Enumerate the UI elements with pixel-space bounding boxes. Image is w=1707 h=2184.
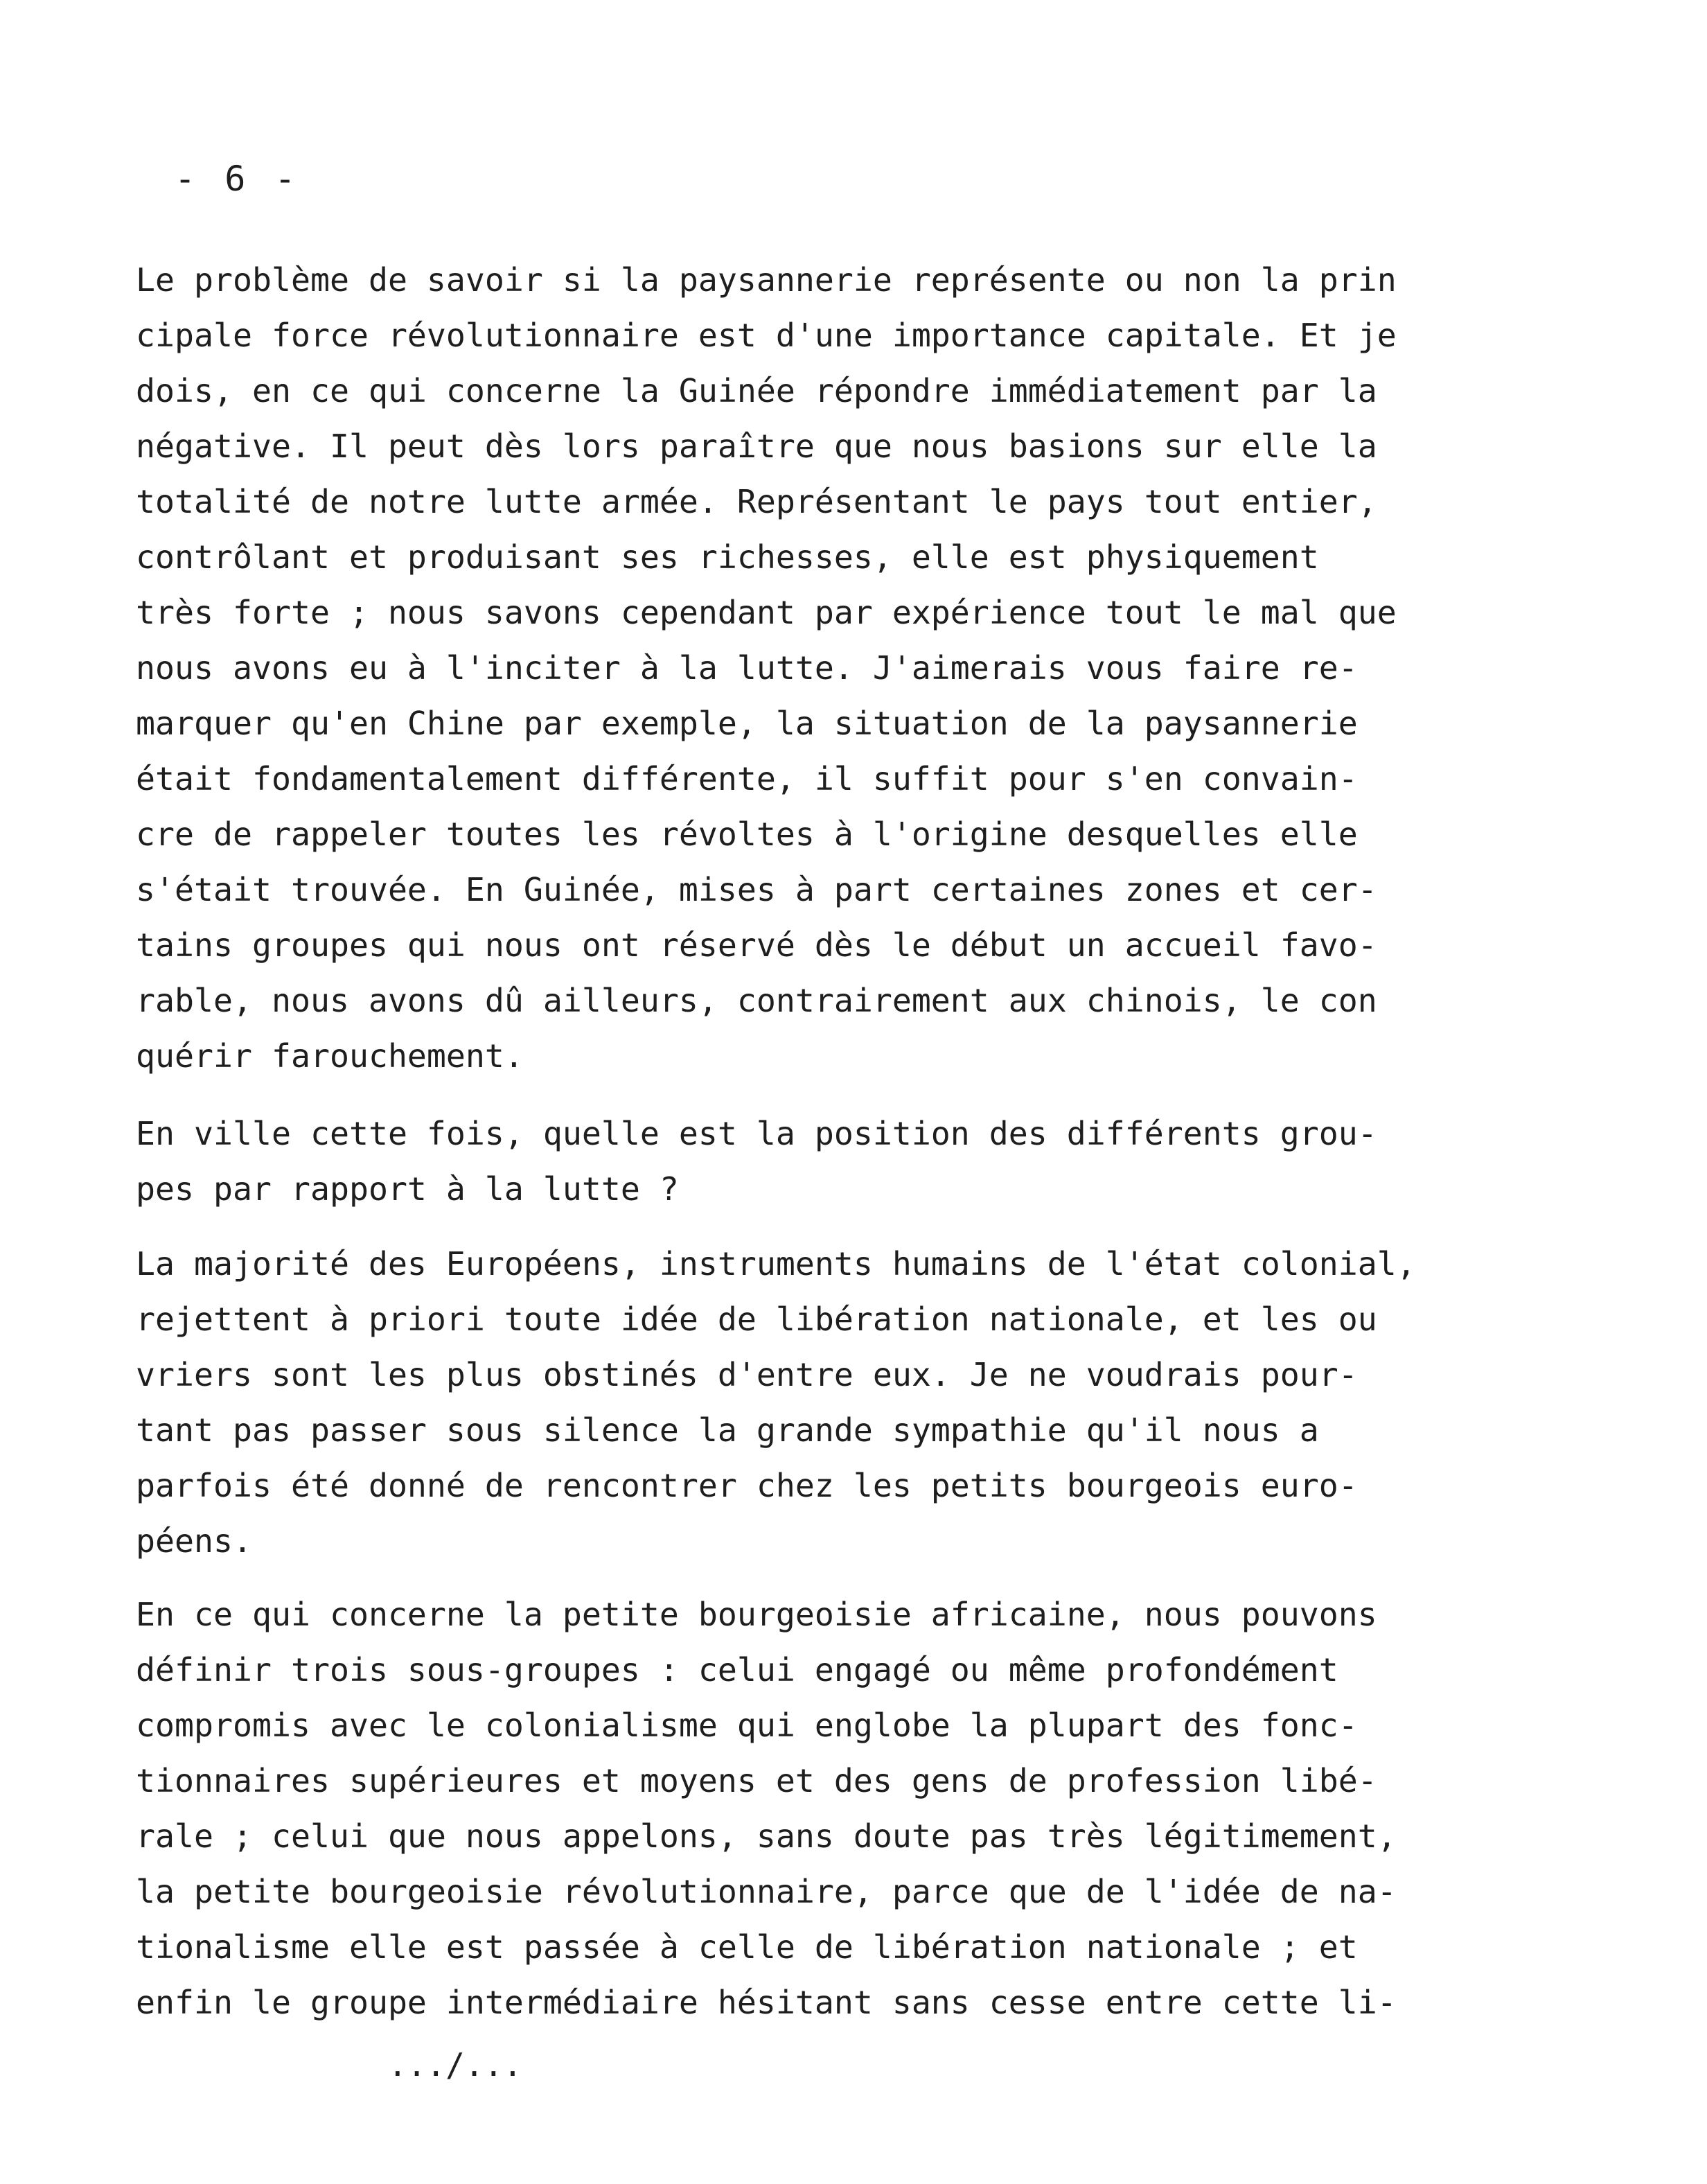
text-line: vriers sont les plus obstinés d'entre eux. Je ne voudrais pour- [136,1356,1358,1393]
text-line: la petite bourgeoisie révolutionnaire, parce que de l'idée de na- [136,1873,1397,1910]
page-number: - 6 - [175,159,300,199]
text-line: était fondamentalement différente, il suffit pour s'en convain- [136,760,1358,798]
text-line: tionnaires supérieures et moyens et des gens de profession libé- [136,1762,1377,1799]
text-line: La majorité des Européens, instruments humains de l'état colonial, [136,1245,1416,1283]
text-line: contrôlant et produisant ses richesses, elle est physiquement [136,538,1319,576]
paragraph-petty-bourgeoisie [136,1587,1660,2030]
text-line: compromis avec le colonialisme qui englobe la plupart des fonc- [136,1707,1358,1744]
text-line: cre de rappeler toutes les révoltes à l'origine desquelles elle [136,816,1358,853]
text-line: totalité de notre lutte armée. Représentant le pays tout entier, [136,483,1377,520]
text-line: En ville cette fois, quelle est la position des différents grou- [136,1115,1377,1152]
text-line: rejettent à priori toute idée de libération nationale, et les ou [136,1301,1377,1338]
text-line: très forte ; nous savons cependant par expérience tout le mal que [136,594,1397,631]
text-line: s'était trouvée. En Guinée, mises à part certaines zones et cer- [136,871,1377,908]
paragraph-europeans [136,1236,1660,1569]
text-line: Le problème de savoir si la paysannerie représente ou non la prin [136,261,1397,299]
text-line: définir trois sous-groupes : celui engagé ou même profondément [136,1651,1338,1689]
text-line: tant pas passer sous silence la grande sympathie qu'il nous a [136,1411,1319,1449]
text-line: quérir farouchement. [136,1037,524,1075]
paragraph-city-question [136,1106,1660,1217]
continuation-mark: .../... [388,2046,522,2084]
text-line: tains groupes qui nous ont réservé dès le début un accueil favo- [136,926,1377,964]
text-line: marquer qu'en Chine par exemple, la situation de la paysannerie [136,705,1358,742]
text-line: parfois été donné de rencontrer chez les petits bourgeois euro- [136,1467,1358,1504]
text-line: enfin le groupe intermédiaire hésitant sans cesse entre cette li- [136,1984,1397,2021]
paragraph-peasantry [136,252,1660,1084]
text-line: nous avons eu à l'inciter à la lutte. J'aimerais vous faire re- [136,649,1358,687]
text-line: dois, en ce qui concerne la Guinée répondre immédiatement par la [136,372,1377,410]
text-line: cipale force révolutionnaire est d'une importance capitale. Et je [136,317,1397,354]
text-line: pes par rapport à la lutte ? [136,1170,679,1208]
text-line: négative. Il peut dès lors paraître que nous basions sur elle la [136,428,1377,465]
text-line: En ce qui concerne la petite bourgeoisie africaine, nous pouvons [136,1596,1377,1633]
text-line: rale ; celui que nous appelons, sans doute pas très légitimement, [136,1817,1397,1855]
text-line: rable, nous avons dû ailleurs, contrairement aux chinois, le con [136,982,1377,1019]
text-line: péens. [136,1522,252,1560]
text-line: tionalisme elle est passée à celle de libération nationale ; et [136,1928,1358,1966]
